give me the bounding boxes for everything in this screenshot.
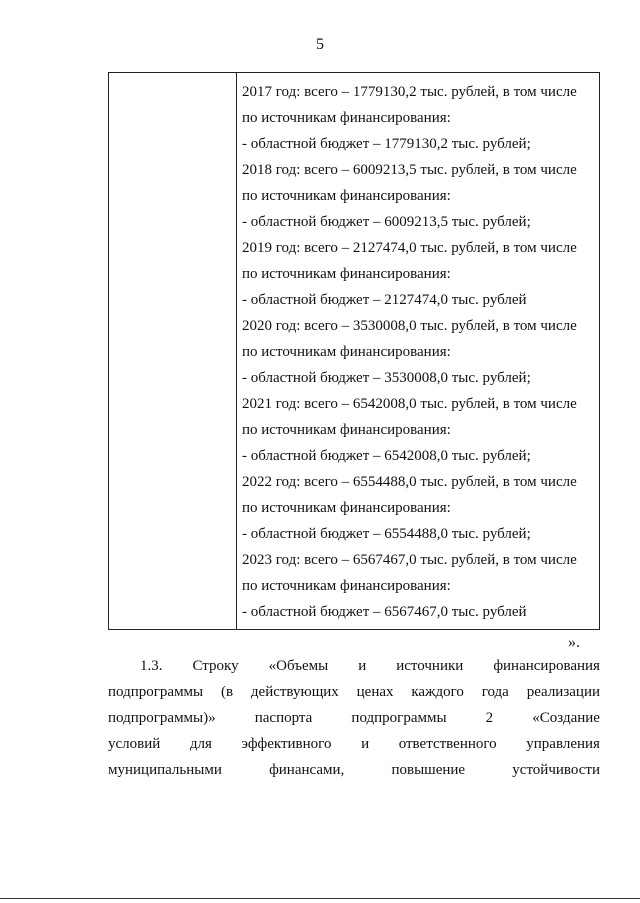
table-line: по источникам финансирования: (242, 188, 451, 204)
table-line: по источникам финансирования: (242, 500, 451, 516)
paragraph-word: ценах (356, 684, 394, 700)
paragraph-word: паспорта (254, 710, 313, 726)
table-line: 2021 год: всего – 6542008,0 тыс. рублей, в том числе (242, 396, 577, 412)
paragraph-word: (в (220, 684, 234, 700)
table-line: 2022 год: всего – 6554488,0 тыс. рублей, в том числе (242, 474, 577, 490)
table-line: - областной бюджет – 6554488,0 тыс. рублей; (242, 526, 531, 542)
amendment-paragraph (108, 653, 600, 783)
table-line: 2023 год: всего – 6567467,0 тыс. рублей, в том числе (242, 552, 577, 568)
paragraph-word: финансами, (269, 762, 345, 778)
table-left-cell (109, 73, 237, 629)
paragraph-word: и (361, 736, 370, 752)
table-line: по источникам финансирования: (242, 110, 451, 126)
table-line: по источникам финансирования: (242, 266, 451, 282)
paragraph-line (108, 757, 600, 783)
paragraph-word: управления (526, 736, 600, 752)
table-line: по источникам финансирования: (242, 578, 451, 594)
paragraph-word: года (481, 684, 509, 700)
paragraph-word: устойчивости (512, 762, 600, 778)
paragraph-word: источники (396, 658, 464, 674)
table-line: 2020 год: всего – 3530008,0 тыс. рублей, в том числе (242, 318, 577, 334)
table-line: - областной бюджет – 6542008,0 тыс. рублей; (242, 448, 531, 464)
table-line: - областной бюджет – 6009213,5 тыс. рублей; (242, 214, 531, 230)
page-number: 5 (316, 36, 324, 53)
paragraph-line (108, 679, 600, 705)
table-line: по источникам финансирования: (242, 422, 451, 438)
closing-quote: ». (568, 634, 580, 651)
paragraph-word: подпрограммы (108, 684, 204, 700)
table-line: - областной бюджет – 1779130,2 тыс. рублей; (242, 136, 531, 152)
table-line: 2018 год: всего – 6009213,5 тыс. рублей, в том числе (242, 162, 577, 178)
financing-table (108, 72, 600, 630)
paragraph-word: действующих (250, 684, 339, 700)
table-line: 2017 год: всего – 1779130,2 тыс. рублей, в том числе (242, 84, 577, 100)
paragraph-word: повышение (391, 762, 466, 778)
paragraph-word: эффективного (241, 736, 332, 752)
table-line: - областной бюджет – 3530008,0 тыс. рублей; (242, 370, 531, 386)
paragraph-word: условий (108, 736, 161, 752)
paragraph-word: каждого (411, 684, 464, 700)
paragraph-word: подпрограммы (351, 710, 447, 726)
table-right-cell (242, 79, 595, 625)
paragraph-word: для (189, 736, 212, 752)
bottom-divider (0, 898, 640, 899)
paragraph-line (108, 653, 600, 679)
paragraph-word: реализации (526, 684, 600, 700)
paragraph-word: подпрограммы)» (108, 710, 216, 726)
paragraph-word: муниципальными (108, 762, 222, 778)
paragraph-word: 2 (485, 710, 494, 726)
table-line: - областной бюджет – 6567467,0 тыс. рублей (242, 604, 527, 620)
paragraph-word: ответственного (398, 736, 497, 752)
paragraph-word: Строку (192, 658, 239, 674)
paragraph-word: «Создание (532, 710, 600, 726)
table-line: - областной бюджет – 2127474,0 тыс. рублей (242, 292, 527, 308)
table-line: 2019 год: всего – 2127474,0 тыс. рублей, в том числе (242, 240, 577, 256)
paragraph-line (108, 705, 600, 731)
paragraph-word: финансирования (493, 658, 600, 674)
paragraph-word: «Объемы (268, 658, 329, 674)
paragraph-word: 1.3. (140, 658, 163, 674)
table-line: по источникам финансирования: (242, 344, 451, 360)
paragraph-word: и (358, 658, 367, 674)
paragraph-line (108, 731, 600, 757)
